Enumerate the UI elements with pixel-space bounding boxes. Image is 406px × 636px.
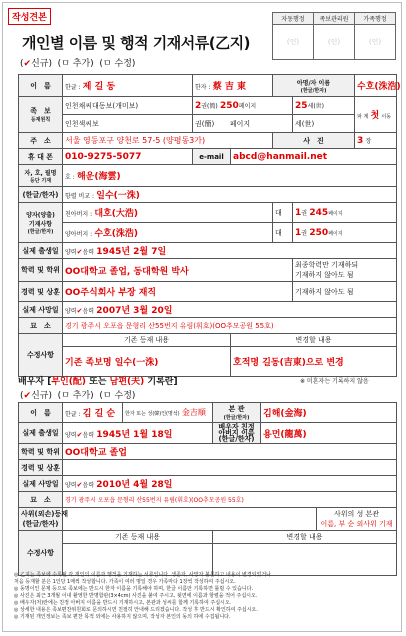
spouse-check-add-mark[interactable]: ㅁ [61,391,70,401]
style-name-label: 자, 호, 필명 등단 기재 [19,165,63,187]
spouse-options: (✔신규) (ㅁ 추가) (ㅁ 수정) [20,391,136,401]
spouse-career-label: 경력 및 상훈 [19,460,63,476]
spouse-career-cell[interactable] [63,460,397,476]
birth-cell[interactable]: 양력✔음력 1945년 2월 7일 [63,243,397,259]
spouse-option-edit: 수정 [114,391,132,401]
photo-count-cell[interactable]: 3 장 [355,133,397,149]
style-name-value: 해운(海雲) [76,172,121,182]
option-edit: 수정 [114,59,132,69]
check-edit-mark[interactable]: ㅁ [102,59,112,69]
adoptive-father-ref[interactable]: 1권 250페이지 [293,223,397,243]
spouse-name-hangul-cell[interactable]: 한글 : 김 길 순 [63,403,123,423]
career-note: 기재하지 않아도 됨 [293,282,397,302]
spouse-family-label: 사위(외손)등재 (한글/한자) [19,508,63,531]
grave-cell[interactable] [63,318,397,334]
lineage-row2-volume[interactable]: 권(簡) 페이지 [193,115,293,133]
grave-value: 경기 광주시 오포읍 문형리 산55번지 유림(휘호)(OO추모공원 55호) [65,321,274,330]
relation-value: 일수(一洙) [96,191,140,201]
corrections-before-cell[interactable] [63,347,231,377]
photo-label: 사 진 [273,133,355,149]
spouse-family-cell[interactable] [63,508,317,531]
predecessor-label: 양자(양출) 기재사항 (한글/한자) [19,203,63,243]
address-label: 주 소 [19,133,63,149]
spouse-grave-cell[interactable]: 경기 광주시 오포읍 문형리 산55번지 유림(휘호)(OO추모공원 55호) [63,492,397,508]
spouse-corr-before-cell[interactable] [63,544,213,576]
spouse-grave-label: 묘 소 [19,492,63,508]
address-cell[interactable] [63,133,273,149]
relation-cell[interactable]: 항렬 비교 : 일수(一洙) [63,187,397,203]
spouse-father-label: 배우자 친정 아버지 이름 (한글/한자) [213,423,261,444]
lineage-row1-name: 인천채씨대동보(개미보) [63,97,193,115]
address-value: 서울 영등포구 양천로 57-5 (양평동3가) [65,136,206,145]
lineage-row2-gen[interactable]: 세(世) [293,115,355,133]
birth-value: 1945년 2월 7일 [96,247,167,257]
adoptive-father-pos-label: 대 [273,223,293,243]
death-value: 2007년 3월 20일 [96,306,173,316]
corrections-after: 호적명 길동(吉東)으로 변경 [233,358,344,368]
spouse-section-title: 배우자 [부인(配) 또는 남편(夫) 기록란] [18,377,178,387]
corrections-before: 기존 족보명 일수(一洙) [65,358,159,368]
spouse-edu-label: 학력 및 학위 [19,444,63,460]
name-hangul-cell[interactable]: 한글 : 제 길 동 [63,75,193,97]
note-line: ◎ 기재된 개인정보는 족보 편찬 목적 외에는 사용하지 않으며, 작성자 본인의 동의 하에 수집됩니다. [14,614,231,620]
death-label: 실제 사망일 [19,302,63,318]
spouse-corr-col-before: 기존 등재 내용 [63,531,213,544]
birth-father-pos-label: 대 [273,203,293,223]
career-cell[interactable] [63,282,293,302]
spouse-father-cell[interactable]: 용먼(龍萬) [261,423,397,444]
spouse-death-cell[interactable]: 양력✔음력 2010년 4월 28일 [63,476,397,492]
note-line: 처음 등재할 분은 1인당 1매씩 작성합니다. 가족이 여러 명일 경우 가족마다 1장씩 작성하여 주십시오. [14,579,236,585]
phone-value: 010-9275-5077 [65,151,142,162]
relation-label: (한글/한자) [19,187,63,203]
grave-label: 묘 소 [19,318,63,334]
education-label: 학력 및 학위 [19,259,63,282]
spouse-origin-cell[interactable]: 김해(金海) [261,403,397,423]
lineage-row1-volume[interactable]: 2권(簡) 250페이지 [193,97,293,115]
education-cell[interactable] [63,259,293,282]
approval-stamp-2[interactable]: (인) [314,25,355,60]
spouse-option-new: 신규 [31,391,49,401]
birth-father-cell[interactable]: 친아버지 : 대호(大浩) [63,203,273,223]
style-name-cell[interactable]: 호 : 해운(海雲) [63,165,397,187]
birth-label: 실제 출생일 [19,243,63,259]
phone-cell[interactable] [63,149,193,165]
corrections-label: 수정사항 [19,334,63,377]
spouse-corr-col-after: 변경할 내용 [213,531,397,544]
note-line: ◎ 상세한 내용은 족보편찬위원회로 문의하시면 친절히 안내해 드리겠습니다. 작성 후 반드시 확인하여 주십시오. [14,607,258,613]
check-new-mark[interactable]: ✔ [23,59,32,69]
option-new: 신규 [31,59,49,69]
note-line: ◎ 배우자(처)란에는 친정 아버지 이름을 반드시 기재하시고, 본관과 성씨를 함께 기록하여 주십시오. [14,600,232,606]
approval-box [272,12,396,60]
form-title: 개인별 이름 및 행적 기재서류(乙지) [22,34,250,52]
lineage-row1-gen[interactable]: 25세(世) [293,97,355,115]
corrections-col-before: 기존 등재 내용 [63,334,231,347]
approval-header-3: 가족행정 [355,13,396,25]
alias-cell[interactable] [355,75,401,97]
approval-stamp-1[interactable]: (인) [273,25,314,60]
note-line: ◎ 乙지는 족보에 수록될 각 개인의 이름과 행적을 기재하는 서류입니다. 생존자, 사망자 불문하고 내용이 변경되었거나 [14,572,271,578]
email-cell[interactable] [231,149,397,165]
spouse-note: ※ 미혼자는 기록하지 않음 [300,378,369,385]
email-value: abcd@hanmail.net [233,151,328,162]
note-line: ◎ 동명이인 문제 등으로 족보에는 반드시 한자 이름을 기록해야 하며, 한글 이름만 기록하면 틀릴 수 있습니다. [14,586,254,592]
alias-label: 아명/자 이름 (한글/한자) [273,75,355,97]
spouse-check-edit-mark[interactable]: ㅁ [102,391,112,401]
career-label: 경력 및 상훈 [19,282,63,302]
name-hanja-cell[interactable]: 한자 : 蔡 吉 東 [193,75,273,97]
death-cell[interactable]: 양력✔음력 2007년 3월 20일 [63,302,397,318]
spouse-corr-after-cell[interactable] [213,544,397,576]
email-label: e-mail [193,149,231,165]
sample-tag: 작성견본 [8,8,51,25]
instructions-notes [14,572,398,621]
lineage-label: 족 보 등재원칙 [19,97,63,133]
name-hangul: 제 길 동 [82,82,116,92]
birth-father-ref[interactable]: 1권 245페이지 [293,203,397,223]
spouse-option-add: 추가 [72,391,91,401]
approval-stamp-3[interactable]: (인) [355,25,396,60]
corrections-col-after: 변경할 내용 [231,334,397,347]
spouse-birth-cell[interactable]: 양력✔음력 1945년 1월 18일 [63,423,213,444]
corrections-after-cell[interactable] [231,347,397,377]
option-add: 추가 [72,59,91,69]
check-add-mark[interactable]: ㅁ [61,59,70,69]
registration-options: (✔신규) (ㅁ 추가) (ㅁ 수정) [20,59,136,69]
spouse-name-label: 이 름 [19,403,63,423]
note-line: ◎ 사진은 최근 3개월 이내 촬영한 반명함판(3×4cm) 사진을 붙여 주시고, 뒷면에 이름과 항렬을 적어 주십시오. [14,593,258,599]
name-hanja: 蔡 吉 東 [212,82,247,92]
approval-header-1: 자동행정 [273,13,314,25]
education-value: OO대학교 졸업, 동대학원 박사 [65,266,189,277]
spouse-family-note: 사위의 성 본관 이름, 부 순 외사위 기재 [317,508,397,531]
spouse-table [18,402,397,576]
adoptive-father-cell[interactable]: 양아버지 : 수호(洙浩) [63,223,273,243]
approval-header-2: 족보관리원 [314,13,355,25]
lineage-row2-name: 인천색씨보 [63,115,193,133]
spouse-edu-cell[interactable]: OO대학교 졸업 [63,444,397,460]
spouse-origin-label: 본 관 (한글/한자) [213,403,261,423]
name-label: 이 름 [19,75,63,97]
spouse-corr-label: 수정사항 [19,531,63,576]
career-value: OO주식회사 부장 재직 [65,288,157,298]
branch-cell[interactable]: 파 계 첫 이동 [355,97,397,133]
spouse-check-new-mark[interactable]: ✔ [23,391,32,401]
spouse-name-hanja-cell[interactable]: 한자 또는 성(韓)인(명석) 金吉順 [123,403,213,423]
spouse-death-label: 실제 사망일 [19,476,63,492]
person-table [18,74,401,377]
alias-value: 수호(洙浩) [357,82,401,92]
phone-label: 휴 대 폰 [19,149,63,165]
spouse-birth-label: 실제 출생일 [19,423,63,444]
education-note: 최종학력만 기재하되 기재하지 않아도 됨 [293,259,397,282]
